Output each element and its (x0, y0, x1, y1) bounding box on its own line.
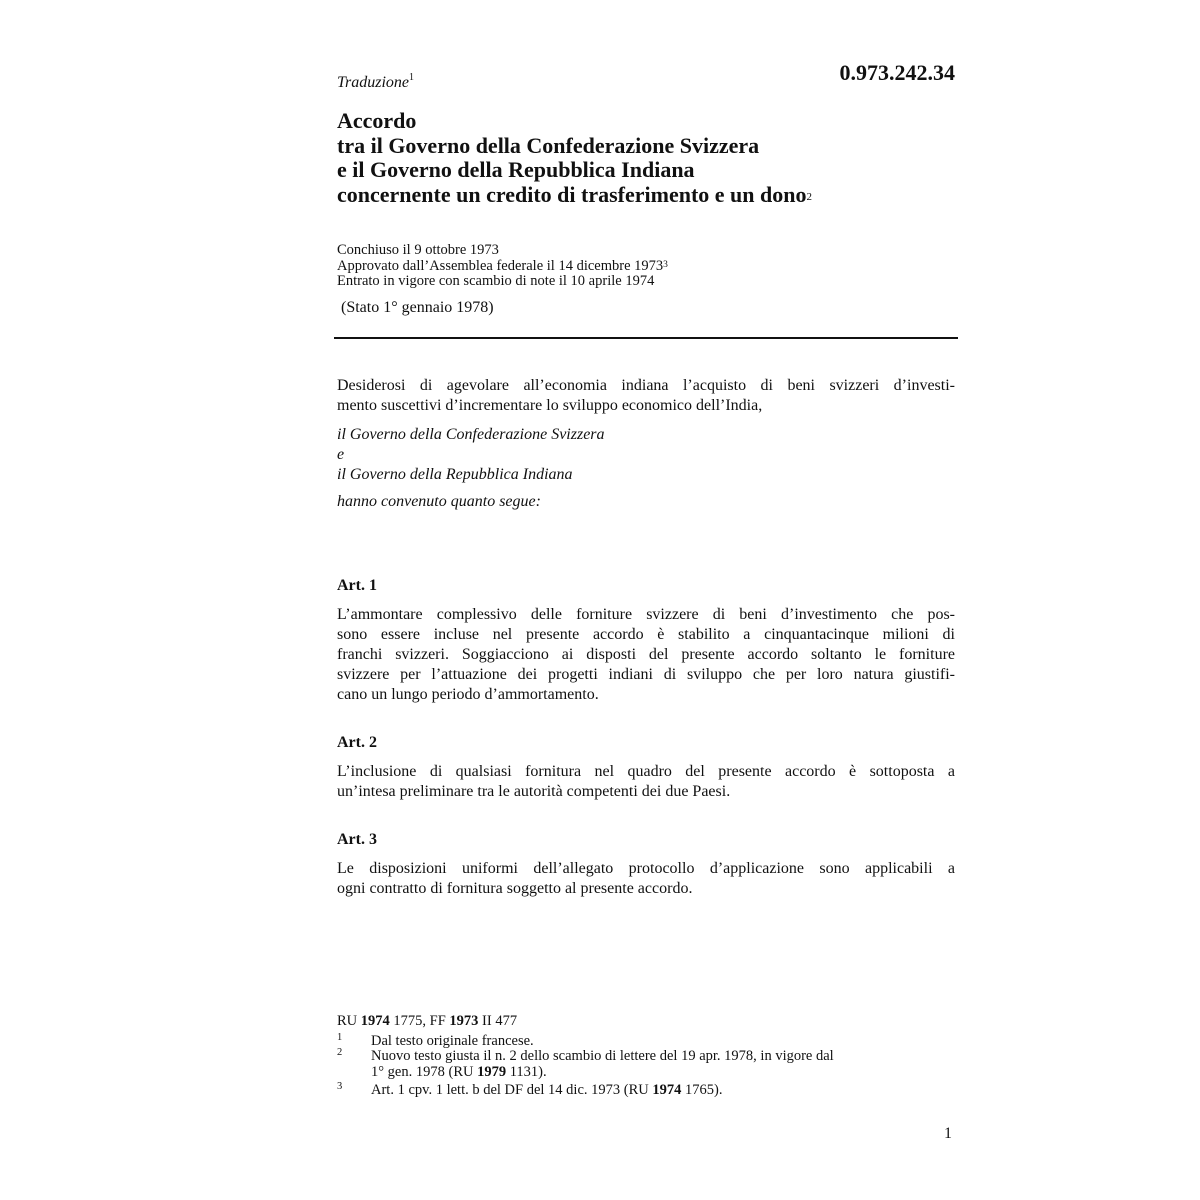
footnote-1 (337, 1033, 937, 1049)
article-line: franchi svizzeri. Soggiacciono ai disposti del presente accordo soltanto le forniture (337, 646, 955, 663)
title-line: Accordo (337, 108, 417, 133)
publication-reference (337, 1013, 517, 1030)
translation-label (337, 74, 414, 92)
sr-number: 0.973.242.34 (839, 60, 955, 85)
article-line: L’ammontare complessivo delle forniture svizzere di beni d’investimento che pos- (337, 606, 955, 623)
header-divider (334, 337, 958, 339)
footnote-bold-year: 1979 (477, 1064, 507, 1080)
footnote-ref-3[interactable]: 3 (663, 259, 668, 270)
status-date: (Stato 1° gennaio 1978) (341, 299, 494, 316)
footnote-line-prefix: Art. 1 cpv. 1 lett. b del DF del 14 dic. 1973 (RU (371, 1082, 653, 1098)
footnote-2 (337, 1048, 937, 1080)
article-line: Le disposizioni uniformi dell’allegato protocollo d’applicazione sono applicabili a (337, 860, 955, 877)
page-number: 1 (944, 1125, 952, 1142)
article-1-heading: Art. 1 (337, 577, 377, 594)
article-3-text (337, 859, 955, 899)
document-title (337, 109, 957, 207)
article-line: sono essere incluse nel presente accordo è stabilito a cinquantacinque milioni di (337, 626, 955, 643)
title-line-text: concernente un credito di trasferimento e un dono (337, 181, 807, 207)
article-line: L’inclusione di qualsiasi fornitura nel quadro del presente accordo è sottoposta a (337, 763, 955, 780)
concluded-date: Conchiuso il 9 ottobre 1973 (337, 242, 499, 258)
footnote-text (371, 1082, 722, 1098)
in-force-date: Entrato in vigore con scambio di note il 10 aprile 1974 (337, 273, 655, 289)
article-line: ogni contratto di fornitura soggetto al presente accordo. (337, 880, 693, 897)
article-line: cano un lungo periodo d’ammortamento. (337, 686, 599, 703)
ref-mid: 1775, FF (389, 1013, 450, 1029)
title-line: tra il Governo della Confederazione Svizzera (337, 132, 760, 158)
footnote-bold-year: 1974 (652, 1082, 682, 1098)
article-2-text (337, 762, 955, 802)
article-2-heading: Art. 2 (337, 734, 377, 751)
footnote-line-prefix: 1° gen. 1978 (RU (371, 1064, 478, 1080)
translation-label-text: Traduzione (337, 74, 410, 91)
approved-date-text: Approvato dall’Assemblea federale il 14 dicembre 1973 (337, 257, 664, 274)
ref-prefix: RU (337, 1013, 361, 1029)
party-swiss: il Governo della Confederazione Svizzera (337, 426, 605, 443)
footnote-ref-2[interactable]: 2 (806, 190, 812, 203)
title-line: e il Governo della Repubblica Indiana (337, 157, 695, 182)
approved-date (337, 259, 668, 275)
ref-suffix: II 477 (478, 1013, 518, 1029)
agreed-clause: hanno convenuto quanto segue: (337, 493, 541, 510)
footnote-ref-1[interactable]: 1 (409, 72, 415, 83)
preamble-line: Desiderosi di agevolare all’economia indiana l’acquisto di beni svizzeri d’investi- (337, 377, 955, 394)
document-metadata (337, 243, 668, 290)
ref-year-ru: 1974 (360, 1013, 390, 1029)
preamble (337, 376, 955, 416)
title-line (337, 183, 957, 208)
footnote-line (371, 1082, 722, 1098)
footnote-line-suffix: 1765). (681, 1082, 723, 1098)
footnote-number: 1 (337, 1032, 343, 1043)
footnote-number: 3 (337, 1081, 343, 1092)
ref-year-ff: 1973 (449, 1013, 479, 1029)
footnote-number: 2 (337, 1047, 343, 1058)
article-line: un’intesa preliminare tra le autorità competenti dei due Paesi. (337, 783, 731, 800)
preamble-line: mento suscettivi d’incrementare lo sviluppo economico dell’India, (337, 397, 763, 414)
footnote-line-suffix: 1131). (506, 1064, 547, 1080)
article-3-heading: Art. 3 (337, 831, 377, 848)
footnote-line: Dal testo originale francese. (371, 1033, 534, 1049)
party-india: il Governo della Repubblica Indiana (337, 466, 573, 483)
party-conjunction: e (337, 446, 345, 463)
footnote-line: Nuovo testo giusta il n. 2 dello scambio di lettere del 19 apr. 1978, in vigore dal (371, 1048, 834, 1064)
article-line: svizzere per l’attuazione dei progetti indiani di sviluppo che per loro natura giustifi- (337, 666, 955, 683)
footnote-3 (337, 1082, 937, 1098)
footnote-line (371, 1064, 834, 1080)
footnote-text (371, 1033, 534, 1049)
footnote-text (371, 1048, 834, 1080)
article-1-text (337, 605, 955, 705)
